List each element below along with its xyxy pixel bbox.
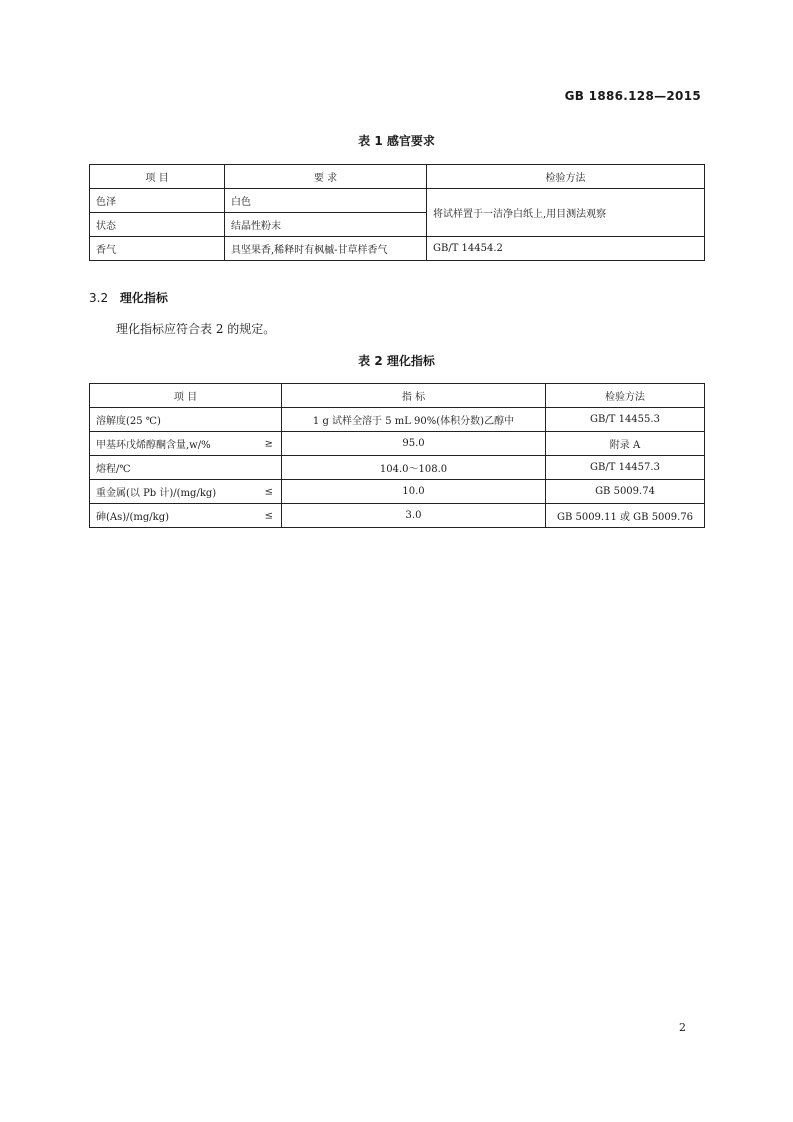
cell-value: 1 g 试样全溶于 5 mL 90%(体积分数)乙醇中: [282, 408, 546, 432]
cell-method: GB/T 14454.2: [427, 237, 705, 261]
cell-item: 状态: [90, 213, 225, 237]
header-item: 项 目: [90, 165, 225, 189]
standard-code: GB 1886.128—2015: [564, 89, 701, 103]
cell-item: 香气: [90, 237, 225, 261]
cell-item: [90, 504, 282, 528]
cell-item: [90, 408, 282, 432]
table1-title: 表 1 感官要求: [358, 134, 435, 148]
cell-method: 将试样置于一洁净白纸上,用目测法观察: [427, 189, 705, 237]
cell-method: GB/T 14455.3: [546, 408, 705, 432]
cell-value: 10.0: [282, 480, 546, 504]
table2-title: 表 2 理化指标: [358, 354, 435, 368]
cell-method: GB 5009.11 或 GB 5009.76: [546, 504, 705, 528]
item-label: 重金属(以 Pb 计)/(mg/kg): [96, 488, 217, 499]
table-header-row: [90, 165, 705, 189]
header-item: 项 目: [90, 384, 282, 408]
cell-method: GB 5009.74: [546, 480, 705, 504]
table-row: [90, 432, 705, 456]
table-row: [90, 504, 705, 528]
table-row: [90, 456, 705, 480]
table-row: [90, 237, 705, 261]
header-indicator: 指 标: [282, 384, 546, 408]
section-heading: [89, 289, 168, 306]
comparison-symbol: ≤: [264, 510, 273, 521]
section-title: 理化指标: [119, 291, 168, 305]
item-label: 甲基环戊烯醇酮含量,w/%: [96, 440, 211, 451]
table-row: [90, 189, 705, 213]
section-number: 3.2: [89, 291, 109, 305]
cell-requirement: 白色: [225, 189, 427, 213]
cell-item: [90, 432, 282, 456]
header-method: 检验方法: [546, 384, 705, 408]
header-method: 检验方法: [427, 165, 705, 189]
table-row: [90, 480, 705, 504]
cell-item: 色泽: [90, 189, 225, 213]
cell-item: [90, 456, 282, 480]
item-label: 熔程/℃: [96, 464, 131, 475]
cell-value: 104.0～108.0: [282, 456, 546, 480]
cell-requirement: 具坚果香,稀释时有枫槭-甘草样香气: [225, 237, 427, 261]
cell-item: [90, 480, 282, 504]
physicochemical-table: [89, 383, 705, 528]
item-label: 溶解度(25 ℃): [96, 416, 161, 427]
cell-value: 95.0: [282, 432, 546, 456]
comparison-symbol: ≤: [264, 486, 273, 497]
cell-method: 附录 A: [546, 432, 705, 456]
header-requirement: 要 求: [225, 165, 427, 189]
cell-value: 3.0: [282, 504, 546, 528]
cell-method: GB/T 14457.3: [546, 456, 705, 480]
item-label: 砷(As)/(mg/kg): [96, 512, 170, 523]
table-row: [90, 408, 705, 432]
page-number: 2: [679, 1021, 686, 1034]
comparison-symbol: ≥: [264, 438, 273, 449]
section-paragraph: 理化指标应符合表 2 的规定。: [116, 322, 276, 336]
sensory-requirements-table: [89, 164, 705, 261]
table-header-row: [90, 384, 705, 408]
cell-requirement: 结晶性粉末: [225, 213, 427, 237]
